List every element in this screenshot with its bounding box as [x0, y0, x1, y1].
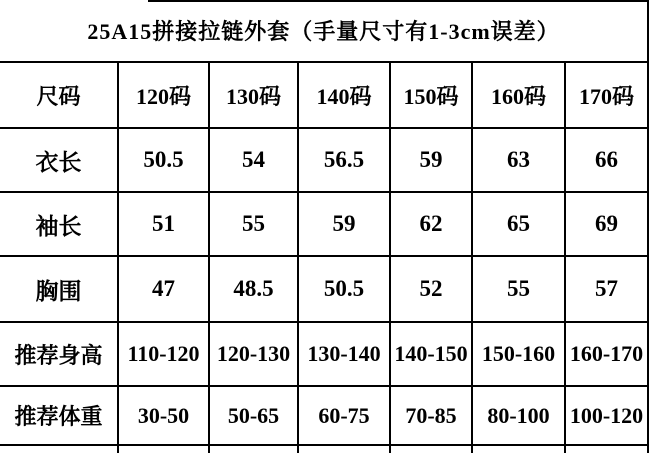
table-row-chest [0, 256, 648, 322]
header-cell-120: 120码 [118, 62, 209, 128]
data-cell: 54 [209, 128, 298, 192]
data-cell: 55 [472, 256, 565, 322]
data-cell: 57 [565, 256, 648, 322]
row-label: 推荐身高 [0, 322, 118, 386]
cutoff-partial-row [0, 445, 648, 453]
data-cell: 50-65 [209, 386, 298, 445]
cutoff-cell [565, 445, 648, 453]
data-cell: 30-50 [118, 386, 209, 445]
cutoff-cell [298, 445, 390, 453]
data-cell: 52 [390, 256, 472, 322]
cutoff-cell [209, 445, 298, 453]
data-cell: 120-130 [209, 322, 298, 386]
data-cell: 50.5 [298, 256, 390, 322]
row-label: 胸围 [0, 256, 118, 322]
data-cell: 160-170 [565, 322, 648, 386]
header-cell-130: 130码 [209, 62, 298, 128]
data-cell: 62 [390, 192, 472, 256]
table-row-recommended-weight [0, 386, 648, 445]
data-cell: 65 [472, 192, 565, 256]
data-cell: 51 [118, 192, 209, 256]
cutoff-cell [390, 445, 472, 453]
data-cell: 59 [298, 192, 390, 256]
table-title: 25A15拼接拉链外套（手量尺寸有1-3cm误差） [0, 0, 648, 62]
data-cell: 110-120 [118, 322, 209, 386]
data-cell: 130-140 [298, 322, 390, 386]
header-cell-140: 140码 [298, 62, 390, 128]
data-cell: 60-75 [298, 386, 390, 445]
data-cell: 55 [209, 192, 298, 256]
cutoff-cell [0, 445, 118, 453]
top-border-line [148, 0, 648, 2]
table-row-sleeve-length [0, 192, 648, 256]
table-row-garment-length [0, 128, 648, 192]
header-cell-160: 160码 [472, 62, 565, 128]
title-row [0, 0, 648, 62]
header-row [0, 62, 648, 128]
data-cell: 63 [472, 128, 565, 192]
data-cell: 47 [118, 256, 209, 322]
data-cell: 69 [565, 192, 648, 256]
row-label: 袖长 [0, 192, 118, 256]
data-cell: 150-160 [472, 322, 565, 386]
data-cell: 48.5 [209, 256, 298, 322]
table-row-recommended-height [0, 322, 648, 386]
header-cell-170: 170码 [565, 62, 648, 128]
data-cell: 50.5 [118, 128, 209, 192]
row-label: 衣长 [0, 128, 118, 192]
data-cell: 66 [565, 128, 648, 192]
header-cell-150: 150码 [390, 62, 472, 128]
cutoff-cell [472, 445, 565, 453]
header-cell-size-label: 尺码 [0, 62, 118, 128]
data-cell: 56.5 [298, 128, 390, 192]
data-cell: 140-150 [390, 322, 472, 386]
data-cell: 70-85 [390, 386, 472, 445]
data-cell: 80-100 [472, 386, 565, 445]
cutoff-cell [118, 445, 209, 453]
row-label: 推荐体重 [0, 386, 118, 445]
data-cell: 100-120 [565, 386, 648, 445]
data-cell: 59 [390, 128, 472, 192]
